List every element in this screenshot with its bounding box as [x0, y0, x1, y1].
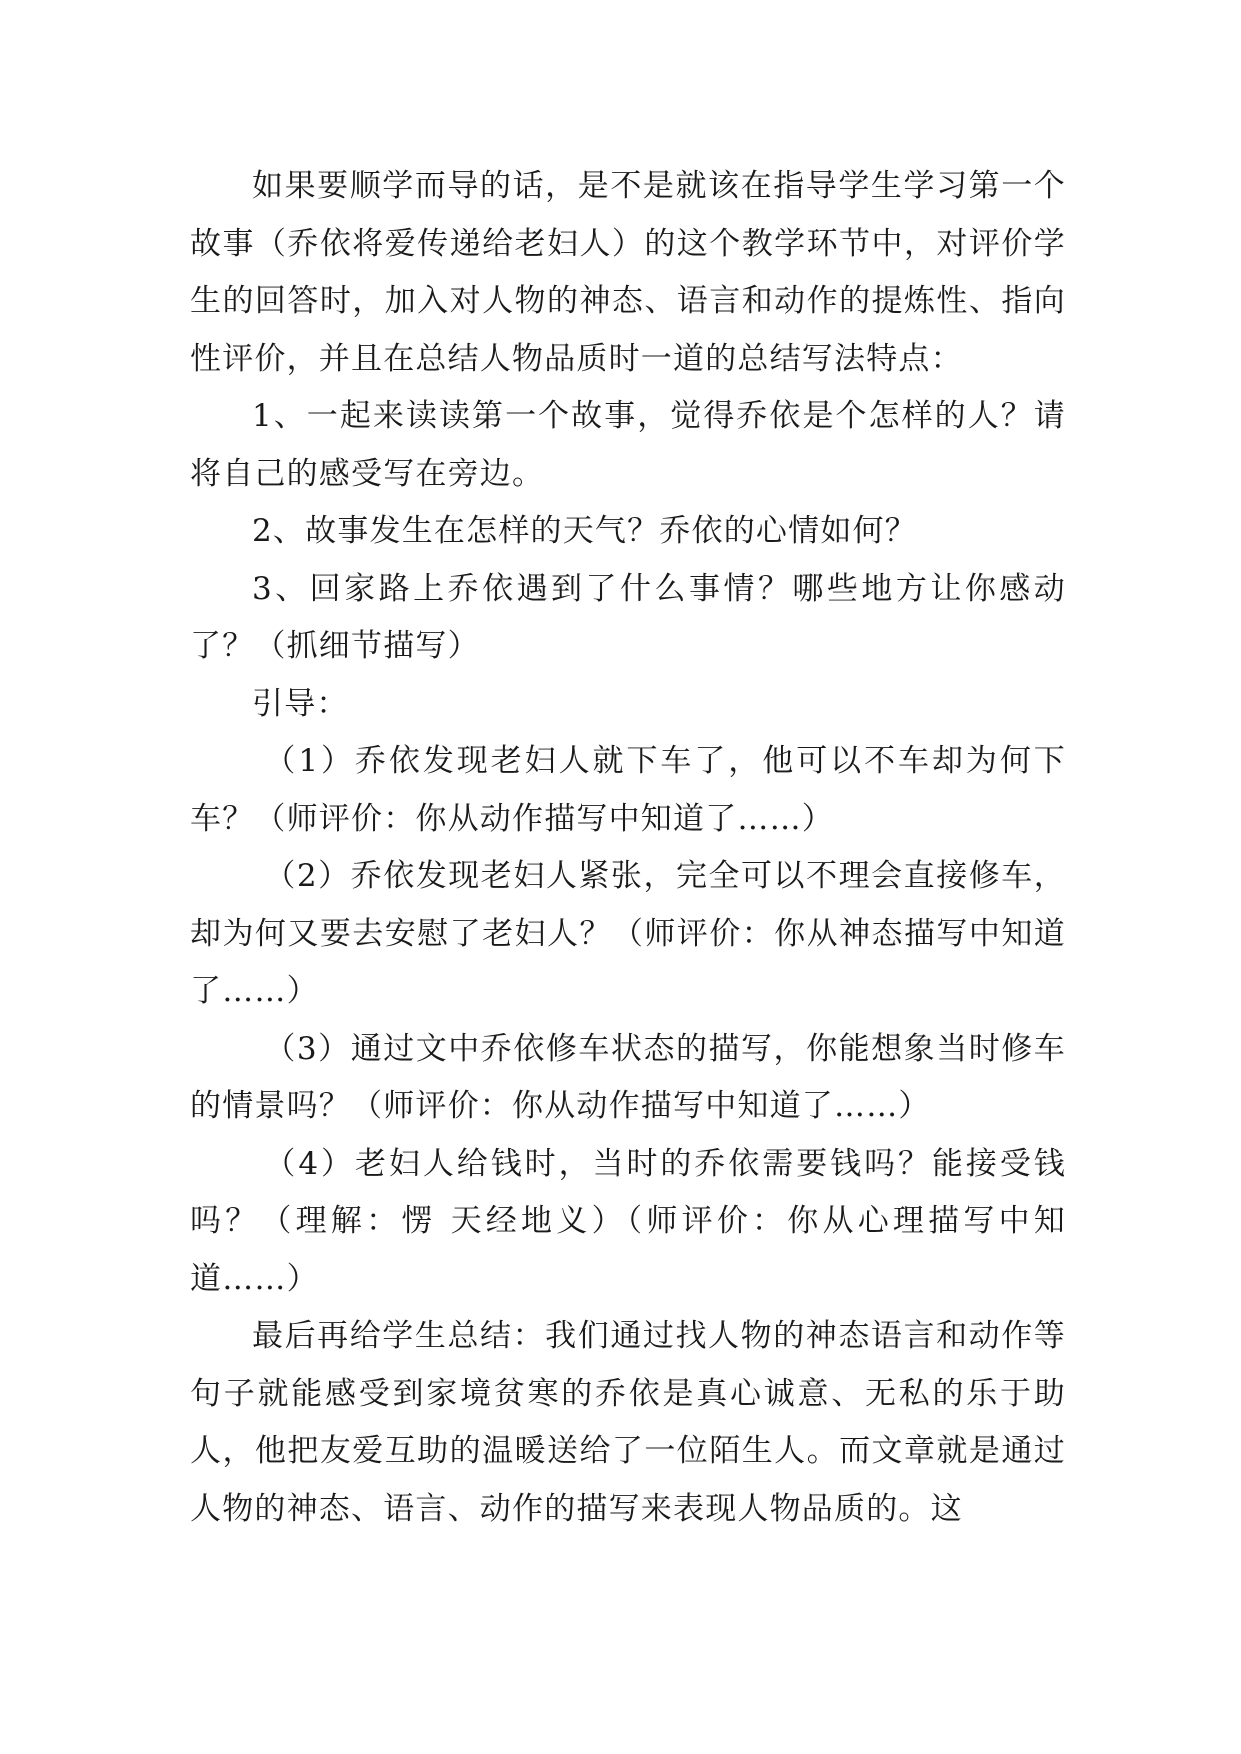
- paragraph-question-3: 3、回家路上乔依遇到了什么事情？哪些地方让你感动了？（抓细节描写）: [190, 570, 1066, 664]
- paragraph-question-2: 2、故事发生在怎样的天气？乔依的心情如何？: [252, 513, 917, 549]
- paragraph-guide-3: （3）通过文中乔依修车状态的描写，你能想象当时修车的情景吗？（师评价：你从动作描写中知道了……）: [190, 1030, 1066, 1124]
- paragraph-guide-2: （2）乔依发现老妇人紧张，完全可以不理会直接修车，却为何又要去安慰了老妇人？（师评价：你从神态描写中知道了……）: [190, 858, 1066, 1009]
- paragraph-guide-1: （1）乔依发现老妇人就下车了，他可以不车却为何下车？（师评价：你从动作描写中知道了……）: [190, 743, 1066, 837]
- paragraph-guide-heading: 引导：: [252, 685, 349, 722]
- paragraph-question-1: 1、一起来读读第一个故事，觉得乔依是个怎样的人？请将自己的感受写在旁边。: [190, 398, 1066, 492]
- paragraph-summary: 最后再给学生总结：我们通过找人物的神态语言和动作等句子就能感受到家境贫寒的乔依是真心诚意、无私的乐于助人，他把友爱互助的温暖送给了一位陌生人。而文章就是通过人物的神态、语言、动作的描写来表现人物品质的。这: [190, 1318, 1066, 1527]
- paragraph-intro: 如果要顺学而导的话，是不是就该在指导学生学习第一个故事（乔依将爱传递给老妇人）的这个教学环节中，对评价学生的回答时，加入对人物的神态、语言和动作的提炼性、指向性评价，并且在总结人物品质时一道的总结写法特点：: [190, 168, 1066, 377]
- paragraph-guide-4: （4）老妇人给钱时，当时的乔依需要钱吗？能接受钱吗？（理解：愣 天经地义）（师评价：你从心理描写中知道……）: [190, 1145, 1066, 1297]
